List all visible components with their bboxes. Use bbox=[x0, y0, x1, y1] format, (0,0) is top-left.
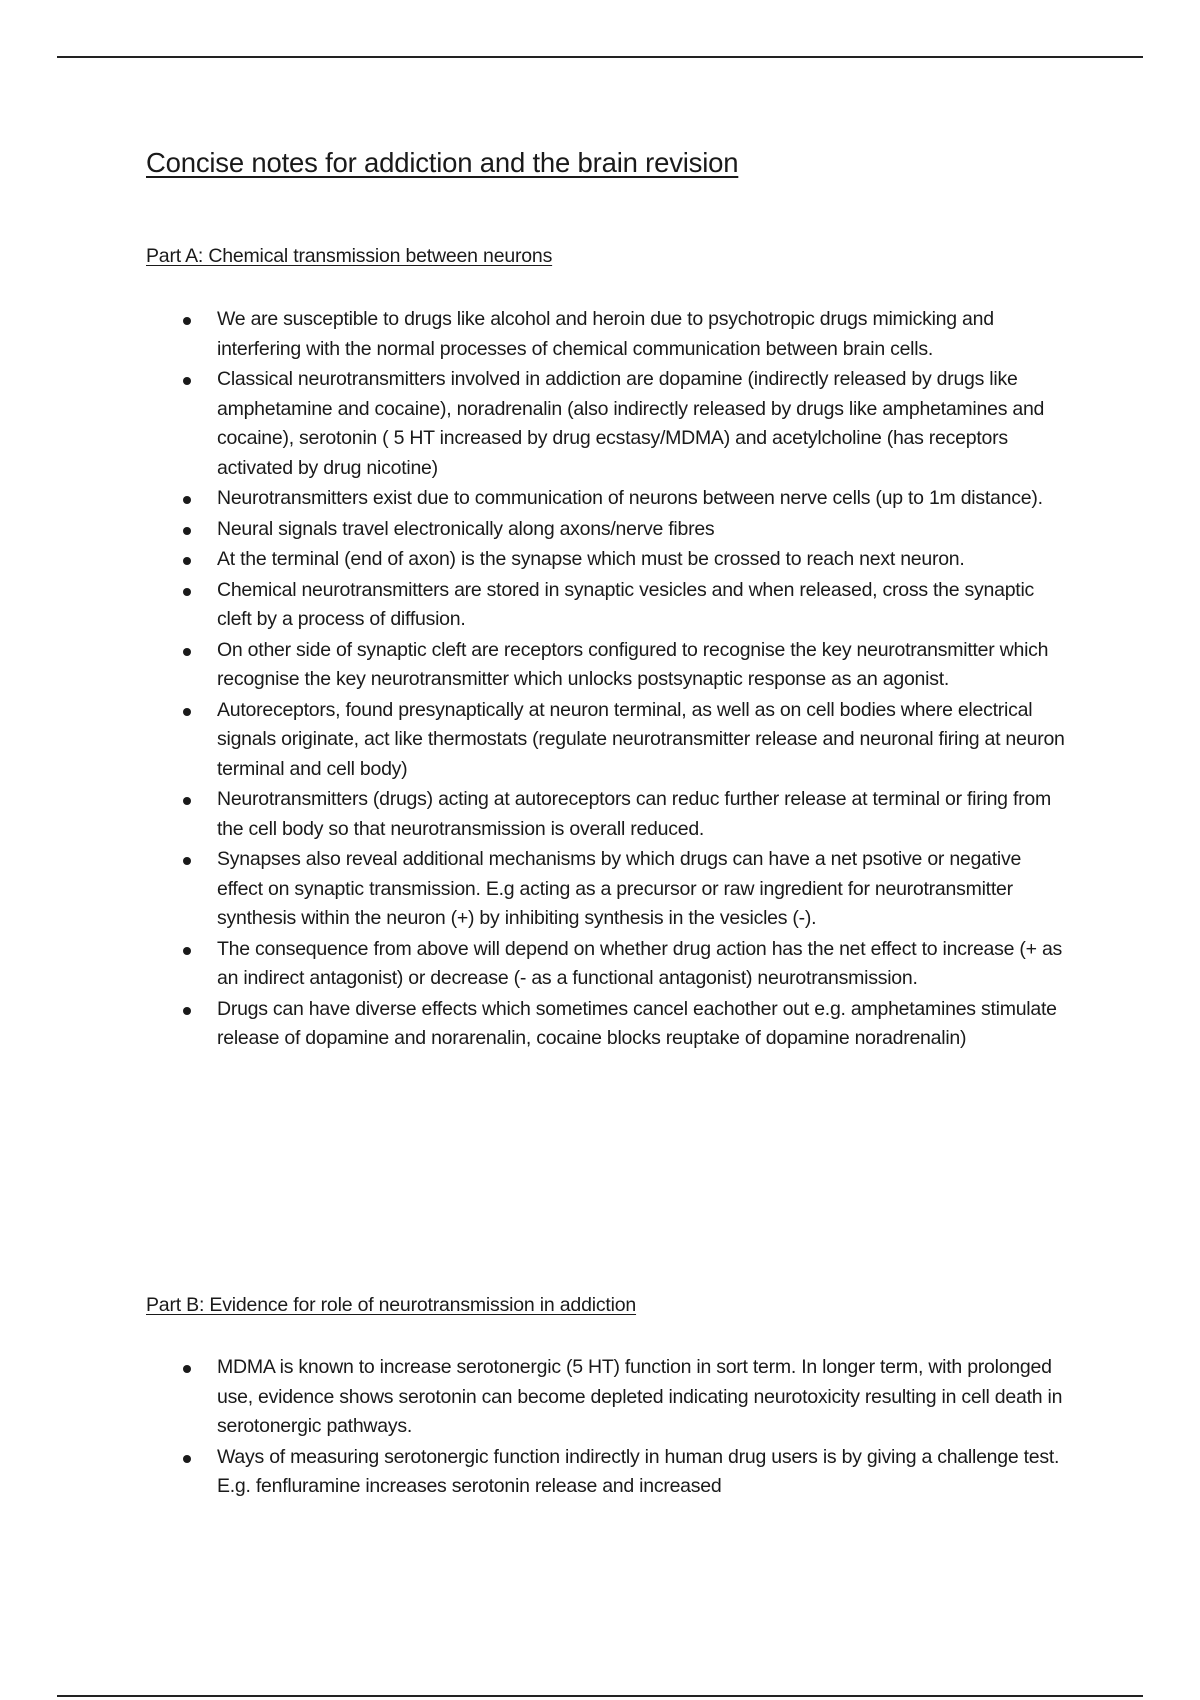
list-item bbox=[0, 785, 1200, 844]
list-item-text: Neural signals travel electronically along axons/nerve fibres bbox=[217, 517, 715, 540]
bullet-icon bbox=[183, 708, 191, 716]
list-item-text: The consequence from above will depend on whether drug action has the net effect to increase (+ as an indirect antagonist) or decrease (- as a functional antagonist) neurotransmission. bbox=[217, 937, 1063, 989]
bullet-icon bbox=[183, 857, 191, 865]
header-rule bbox=[57, 56, 1143, 58]
list-item-text: At the terminal (end of axon) is the synapse which must be crossed to reach next neuron. bbox=[217, 548, 965, 570]
bullet-icon bbox=[183, 1365, 191, 1373]
list-item bbox=[0, 845, 1200, 934]
section-heading-part-b: Part B: Evidence for role of neurotransmission in addiction bbox=[146, 1294, 637, 1316]
bullet-icon bbox=[183, 496, 191, 504]
list-item bbox=[0, 484, 1200, 514]
bullet-icon bbox=[183, 557, 191, 565]
list-item-text: On other side of synaptic cleft are receptors configured to recognise the key neurotransmitter which recognise the key neurotransmitter which unlocks postsynaptic response as an agonist. bbox=[217, 638, 1049, 690]
footer-rule bbox=[57, 1695, 1143, 1697]
list-item bbox=[0, 1443, 1200, 1502]
list-item-text: Ways of measuring serotonergic function indirectly in human drug users is by giving a challenge test. E.g. fenfluramine increases serotonin release and increased bbox=[217, 1445, 1060, 1497]
list-item bbox=[0, 1353, 1200, 1442]
list-item bbox=[0, 545, 1200, 575]
list-item-text: Drugs can have diverse effects which sometimes cancel eachother out e.g. amphetamines stimulate release of dopamine and norarenalin, cocaine blocks reuptake of dopamine noradrenalin) bbox=[217, 997, 1057, 1049]
list-item-text: Neurotransmitters exist due to communication of neurons between nerve cells (up to 1m distance). bbox=[217, 487, 1043, 509]
list-item bbox=[0, 935, 1200, 994]
list-item bbox=[0, 305, 1200, 364]
list-item-text: Synapses also reveal additional mechanisms by which drugs can have a net psotive or negative effect on synaptic transmission. E.g acting as a precursor or raw ingredient for neurotransmitter synthesis within the neuron (+) by inhibiting synthesis in the vesicles (-). bbox=[217, 848, 1022, 929]
list-item-text: Classical neurotransmitters involved in addiction are dopamine (indirectly released by drugs like amphetamine and cocaine), noradrenalin (also indirectly released by drugs like amphetamines and cocaine), serotonin ( 5 HT increased by drug ecstasy/MDMA) and acetylcholine (has receptors activated by drug nicotine) bbox=[217, 368, 1045, 479]
list-item bbox=[0, 995, 1200, 1054]
list-item-text: Autoreceptors, found presynaptically at neuron terminal, as well as on cell bodies where electrical signals originate, act like thermostats (regulate neurotransmitter release and neuronal firing at neuron terminal and cell body) bbox=[217, 698, 1065, 780]
part-a-bullet-list bbox=[0, 305, 1200, 1055]
bullet-icon bbox=[183, 1455, 191, 1463]
list-item bbox=[0, 696, 1200, 785]
bullet-icon bbox=[183, 1007, 191, 1015]
bullet-icon bbox=[183, 317, 191, 325]
document-title: Concise notes for addiction and the brain revision bbox=[146, 147, 739, 178]
list-item bbox=[0, 365, 1200, 483]
list-item-text: MDMA is known to increase serotonergic (5 HT) function in sort term. In longer term, with prolonged use, evidence shows serotonin can become depleted indicating neurotoxicity resulting in cell death in serotonergic pathways. bbox=[217, 1356, 1063, 1437]
list-item-text: Chemical neurotransmitters are stored in synaptic vesicles and when released, cross the synaptic cleft by a process of diffusion. bbox=[217, 578, 1035, 630]
bullet-icon bbox=[183, 377, 191, 385]
bullet-icon bbox=[183, 947, 191, 955]
list-item-text: Neurotransmitters (drugs) acting at autoreceptors can reduc further release at terminal or firing from the cell body so that neurotransmission is overall reduced. bbox=[217, 788, 1051, 840]
bullet-icon bbox=[183, 648, 191, 656]
bullet-icon bbox=[183, 797, 191, 805]
bullet-icon bbox=[183, 588, 191, 596]
section-heading-part-a: Part A: Chemical transmission between neurons bbox=[146, 245, 553, 267]
list-item bbox=[0, 515, 1200, 545]
part-b-bullet-list bbox=[0, 1353, 1200, 1503]
list-item bbox=[0, 636, 1200, 695]
list-item-text: We are susceptible to drugs like alcohol and heroin due to psychotropic drugs mimicking and interfering with the normal processes of chemical communication between brain cells. bbox=[217, 308, 994, 360]
list-item bbox=[0, 576, 1200, 635]
bullet-icon bbox=[183, 527, 191, 535]
